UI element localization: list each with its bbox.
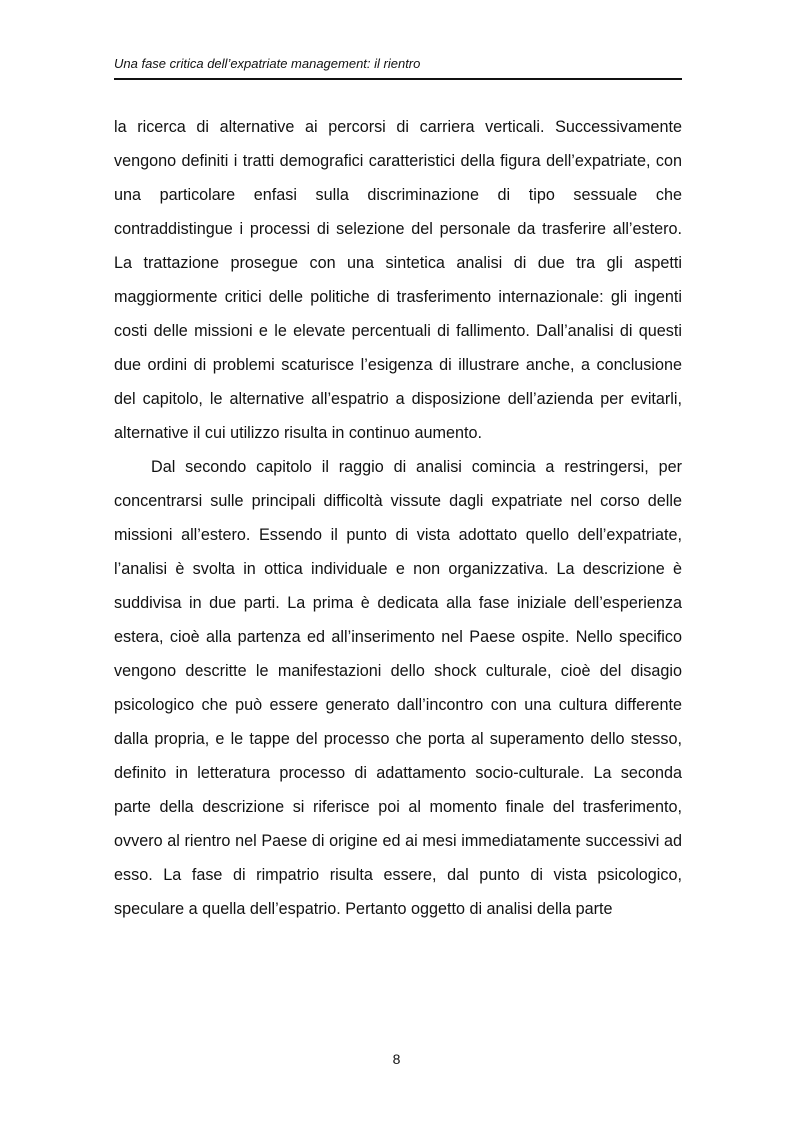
running-header: Una fase critica dell’expatriate management: il rientro bbox=[114, 56, 421, 71]
paragraph-1: la ricerca di alternative ai percorsi di carriera verticali. Successivamente vengono definiti i tratti demografici caratteristici della figura dell’expatriate, con una particolare enfasi sulla discriminazione di tipo sessuale che contraddistingue i processi di selezione del personale da trasferire all’estero. La trattazione prosegue con una sintetica analisi di due tra gli aspetti maggiormente critici delle politiche di trasferimento internazionale: gli ingenti costi delle missioni e le elevate percentuali di fallimento. Dall’analisi di questi due ordini di problemi scaturisce l’esigenza di illustrare anche, a conclusione del capitolo, le alternative all’espatrio a disposizione dell’azienda per evitarli, alternative il cui utilizzo risulta in continuo aumento. bbox=[114, 118, 682, 442]
header-divider bbox=[114, 78, 682, 80]
paragraph-2: Dal secondo capitolo il raggio di analisi comincia a restringersi, per concentrarsi sulle principali difficoltà vissute dagli expatriate nel corso delle missioni all’estero. Essendo il punto di vista adottato quello dell’expatriate, l’analisi è svolta in ottica individuale e non organizzativa. La descrizione è suddivisa in due parti. La prima è dedicata alla fase iniziale dell’esperienza estera, cioè alla partenza ed all’inserimento nel Paese ospite. Nello specifico vengono descritte le manifestazioni dello shock culturale, cioè del disagio psicologico che può essere generato dall’incontro con una cultura differente dalla propria, e le tappe del processo che porta al superamento dello stesso, definito in letteratura processo di adattamento socio-culturale. La seconda parte della descrizione si riferisce poi al momento finale del trasferimento, ovvero al rientro nel Paese di origine ed ai mesi immediatamente successivi ad esso. La fase di rimpatrio risulta essere, dal punto di vista psicologico, speculare a quella dell’espatrio. Pertanto oggetto di analisi della parte bbox=[114, 458, 682, 918]
body-text bbox=[114, 110, 682, 926]
page-number: 8 bbox=[392, 1051, 401, 1067]
